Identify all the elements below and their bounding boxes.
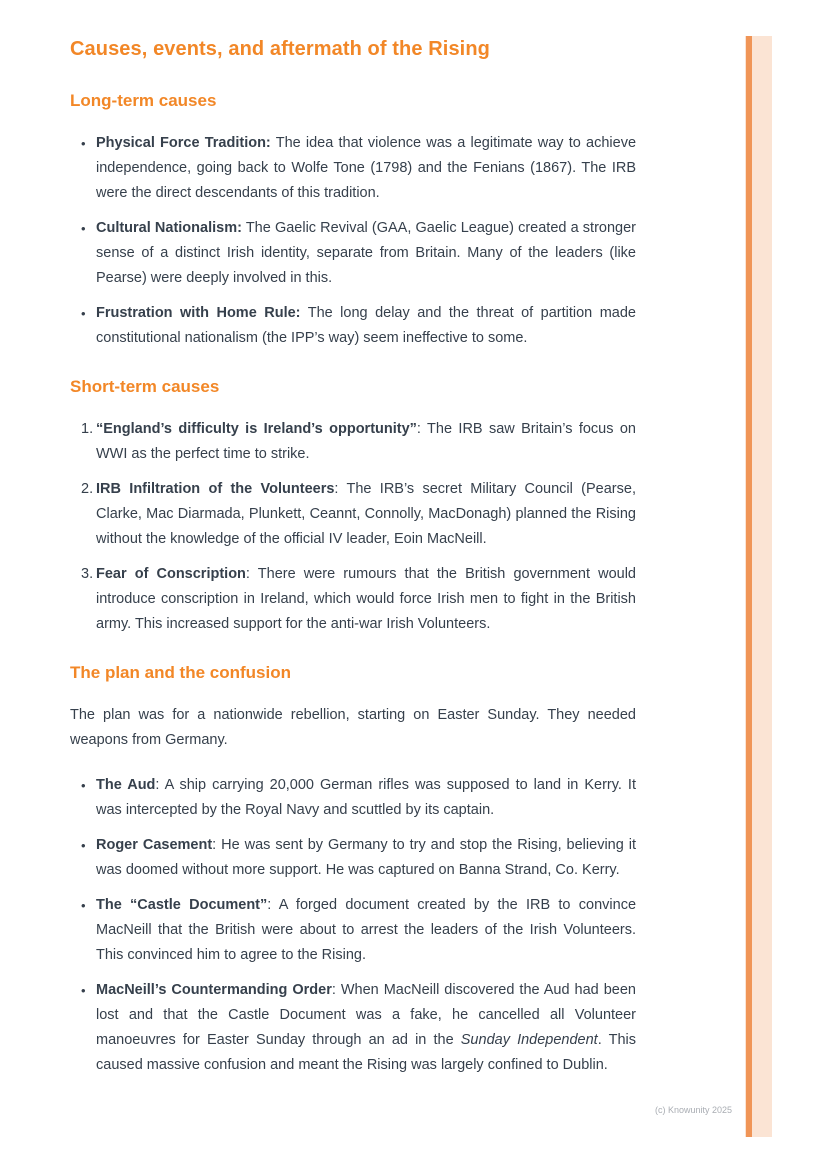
list-item-marker: •: [81, 136, 86, 151]
item-text-segment: The Gaelic Revival (GAA, Gaelic League) created a stronger sense of a distinct Irish identity, separate from Britain. Many of the leaders (like Pearse) were deeply involved in this.: [96, 220, 636, 286]
section-list: [70, 131, 636, 351]
section-list: [70, 773, 636, 1078]
list-item-body: [96, 477, 636, 552]
item-lead-bold: Roger Casement: [96, 837, 213, 853]
list-item-marker: •: [81, 306, 86, 321]
list-item: [81, 833, 636, 883]
item-lead-bold: IRB Infiltration of the Volunteers: [96, 481, 335, 497]
list-item: [81, 477, 636, 552]
section-heading: The plan and the confusion: [70, 663, 291, 682]
item-text-segment: : A ship carrying 20,000 German rifles was supposed to land in Kerry. It was intercepted by the Royal Navy and scuttled by its captain.: [96, 777, 636, 818]
list-item-marker: •: [81, 983, 86, 998]
item-lead-bold: “England’s difficulty is Ireland’s opportunity”: [96, 421, 417, 437]
item-text-segment: : The IRB saw Britain’s focus on WWI as the perfect time to strike.: [96, 421, 636, 462]
list-item-body: [96, 301, 636, 351]
list-item-body: [96, 893, 636, 968]
list-item-body: [96, 562, 636, 637]
item-text-segment: : There were rumours that the British government would introduce conscription in Ireland, which would force Irish men to fight in the British army. This increased support for the anti-war Irish Volunteers.: [96, 566, 636, 632]
list-item: [81, 301, 636, 351]
list-item: [81, 978, 636, 1078]
item-lead-bold: The Aud: [96, 777, 156, 793]
item-text-italic-segment: Sunday Independent: [460, 1032, 598, 1048]
section-intro: The plan was for a nationwide rebellion, starting on Easter Sunday. They needed weapons from Germany.: [70, 707, 636, 748]
list-item: [81, 893, 636, 968]
sections-container: [70, 91, 636, 1078]
list-item: [81, 216, 636, 291]
list-item-body: [96, 833, 636, 883]
document-section: [70, 91, 636, 351]
list-item-marker: •: [81, 778, 86, 793]
section-heading: Long-term causes: [70, 91, 217, 110]
item-text-segment: : When MacNeill discovered the Aud had been lost and that the Castle Document was a fake, he cancelled all Volunteer manoeuvres for Easter Sunday through an ad in the: [96, 982, 636, 1048]
item-lead-bold: Fear of Conscription: [96, 566, 246, 582]
document-section: [70, 663, 636, 1078]
section-list: [70, 417, 636, 637]
list-item: [81, 562, 636, 637]
list-item-marker: •: [81, 898, 86, 913]
list-item-body: [96, 417, 636, 467]
list-item: [81, 131, 636, 206]
page-title: Causes, events, and aftermath of the Rising: [70, 38, 490, 60]
list-item: [81, 773, 636, 823]
list-item-body: [96, 131, 636, 206]
item-text-segment: The idea that violence was a legitimate way to achieve independence, going back to Wolfe Tone (1798) and the Fenians (1867). The IRB were the direct descendants of this tradition.: [96, 135, 637, 201]
list-item-body: [96, 216, 636, 291]
page-edge-band: [745, 36, 772, 1137]
item-text-segment: : The IRB’s secret Military Council (Pearse, Clarke, Mac Diarmada, Plunkett, Ceannt, Connolly, MacDonagh) planned the Rising without the knowledge of the official IV leader, Eoin MacNeill.: [96, 481, 636, 547]
item-lead-bold: Frustration with Home Rule:: [96, 305, 301, 321]
list-item-body: [96, 978, 636, 1078]
list-item-marker: 1.: [81, 421, 94, 437]
item-text-segment: . This caused massive confusion and meant the Rising was largely confined to Dublin.: [96, 1032, 636, 1073]
item-lead-bold: MacNeill’s Countermanding Order: [96, 982, 332, 998]
item-lead-bold: Cultural Nationalism:: [96, 220, 242, 236]
list-item: [81, 417, 636, 467]
list-item-marker: 3.: [81, 566, 94, 582]
list-item-marker: 2.: [81, 481, 94, 497]
item-lead-bold: The “Castle Document”: [96, 897, 268, 913]
section-heading: Short-term causes: [70, 377, 220, 396]
item-text: [96, 777, 636, 818]
copyright-footer: (c) Knowunity 2025: [654, 1105, 732, 1115]
list-item-body: [96, 773, 636, 823]
list-item-marker: •: [81, 221, 86, 236]
item-text-segment: : A forged document created by the IRB to convince MacNeill that the British were about to arrest the leaders of the Irish Volunteers. This convinced him to agree to the Rising.: [96, 897, 637, 963]
page-edge-stripe: [746, 36, 752, 1137]
item-text-segment: : He was sent by Germany to try and stop the Rising, believing it was doomed without more support. He was captured on Banna Strand, Co. Kerry.: [96, 837, 636, 878]
document-section: [70, 377, 636, 637]
list-item-marker: •: [81, 838, 86, 853]
document-content: [70, 38, 636, 1104]
item-text-segment: The long delay and the threat of partition made constitutional nationalism (the IPP’s way) seem ineffective to some.: [96, 305, 636, 346]
item-lead-bold: Physical Force Tradition:: [96, 135, 271, 151]
